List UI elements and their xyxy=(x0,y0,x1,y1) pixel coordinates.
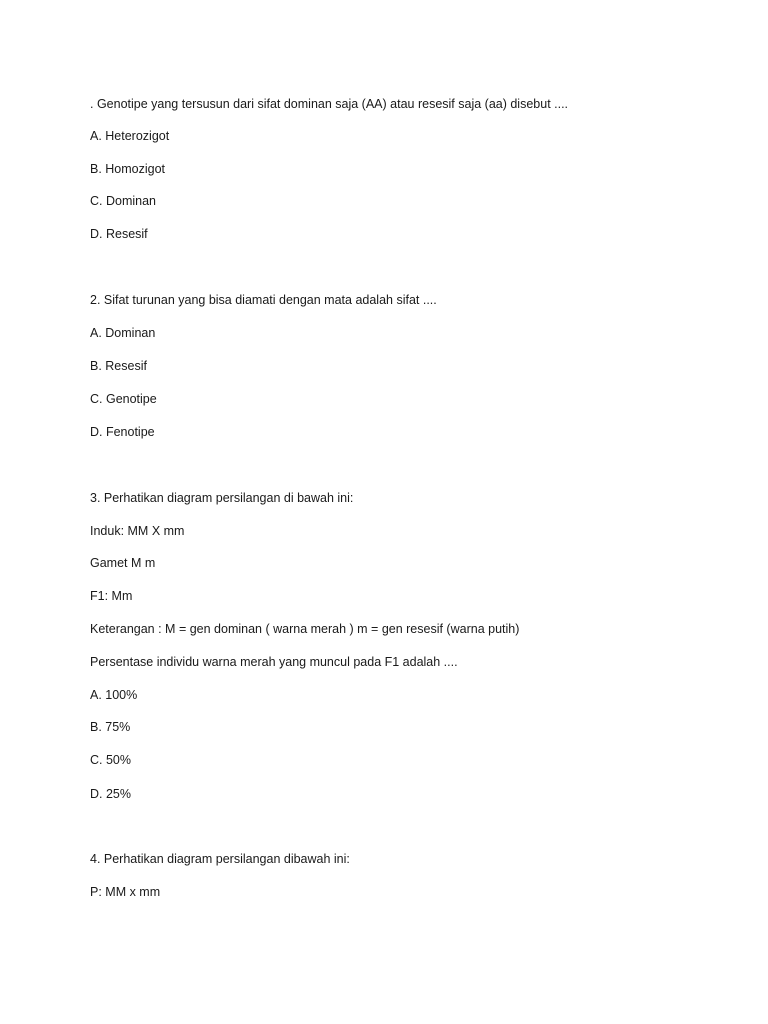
question-3-legend: Keterangan : M = gen dominan ( warna merah ) m = gen resesif (warna putih) xyxy=(90,622,520,636)
question-3-option-b: B. 75% xyxy=(90,720,131,734)
question-2-stem: 2. Sifat turunan yang bisa diamati dengan mata adalah sifat .... xyxy=(90,293,437,307)
question-1-option-c: C. Dominan xyxy=(90,194,156,208)
question-3-gamete: Gamet M m xyxy=(90,556,156,570)
question-4-stem: 4. Perhatikan diagram persilangan dibawah ini: xyxy=(90,852,350,866)
question-3-option-c: C. 50% xyxy=(90,753,131,767)
question-2-option-c: C. Genotipe xyxy=(90,392,157,406)
question-3-question: Persentase individu warna merah yang muncul pada F1 adalah .... xyxy=(90,655,458,669)
question-1-option-d: D. Resesif xyxy=(90,227,148,241)
question-4-parent: P: MM x mm xyxy=(90,885,161,899)
question-3-option-a: A. 100% xyxy=(90,688,138,702)
question-1-option-b: B. Homozigot xyxy=(90,162,166,176)
question-3-option-d: D. 25% xyxy=(90,787,131,801)
question-2-option-a: A. Dominan xyxy=(90,326,156,340)
question-3-parent: Induk: MM X mm xyxy=(90,524,185,538)
question-1-option-a: A. Heterozigot xyxy=(90,129,170,143)
question-3-f1: F1: Mm xyxy=(90,589,133,603)
question-2-option-b: B. Resesif xyxy=(90,359,147,373)
question-1-stem: . Genotipe yang tersusun dari sifat dominan saja (AA) atau resesif saja (aa) disebut .... xyxy=(90,97,569,111)
question-3-stem: 3. Perhatikan diagram persilangan di bawah ini: xyxy=(90,491,354,505)
question-2-option-d: D. Fenotipe xyxy=(90,425,155,439)
